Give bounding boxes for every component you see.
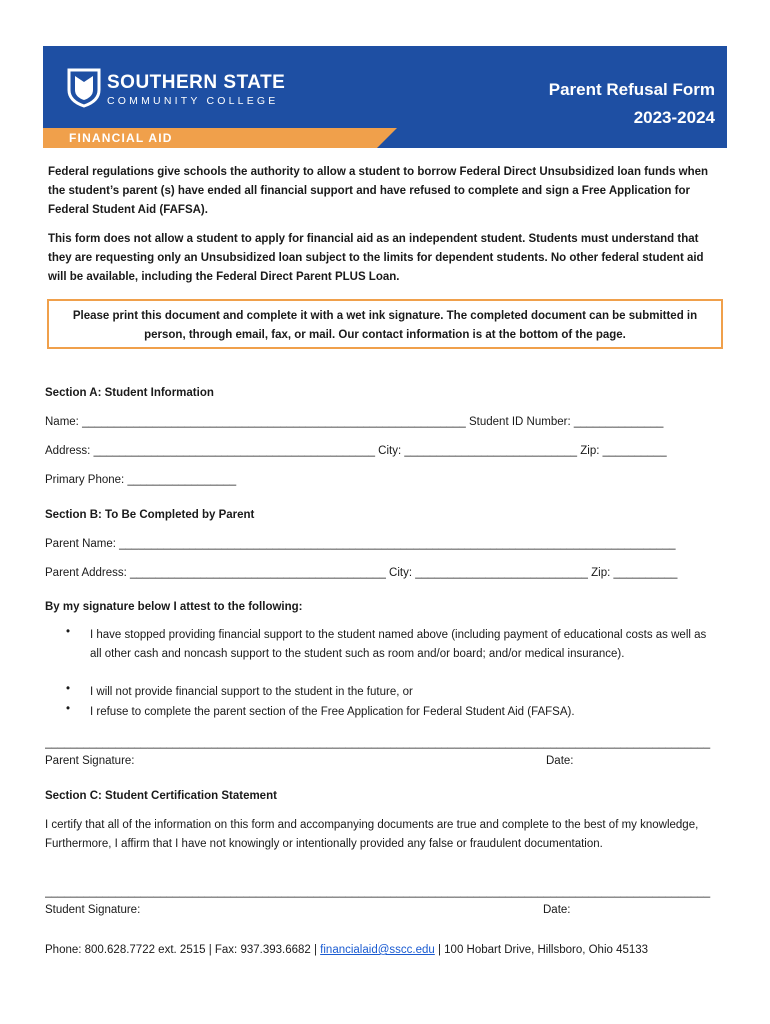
parent-address-field[interactable]: Parent Address: ________________________________________ City: ___________________________ Zip: __________ — [45, 567, 678, 579]
department-label: FINANCIAL AID — [69, 131, 173, 145]
form-year: 2023-2024 — [633, 108, 715, 127]
primary-phone-field[interactable]: Primary Phone: _________________ — [45, 474, 237, 486]
student-address-field[interactable]: Address: ____________________________________________ City: ___________________________ Zip: __________ — [45, 445, 667, 457]
intro-paragraph-1: Federal regulations give schools the authority to allow a student to borrow Federal Direct Unsubsidized loan funds when the student’s parent (s) have ended all financial support and have refused to complete and sign a Free Application for Federal Student Aid (FAFSA). — [48, 166, 709, 216]
student-date-label: Date: — [543, 904, 571, 916]
form-title-text: Parent Refusal Form — [548, 80, 715, 99]
parent-date-label: Date: — [546, 755, 574, 767]
footer-phone-fax: Phone: 800.628.7722 ext. 2515 | Fax: 937.393.6682 | — [45, 944, 321, 956]
section-b-title: Section B: To Be Completed by Parent — [45, 509, 255, 521]
intro-paragraph-2: This form does not allow a student to apply for financial aid as an independent student. Students must understand that they are requesting only an Unsubsidized loan subject to the limits for dependent students. No other federal student aid will be available, including the Federal Direct Parent PLUS Loan. — [48, 233, 704, 283]
bullet-dot-2: • — [66, 683, 71, 695]
college-name: SOUTHERN STATE — [107, 72, 286, 93]
section-c-title: Section C: Student Certification Statement — [45, 790, 277, 802]
parent-signature-label: Parent Signature: — [45, 755, 135, 767]
student-signature-label: Student Signature: — [45, 904, 141, 916]
section-a-title: Section A: Student Information — [45, 387, 214, 399]
college-subtitle: COMMUNITY COLLEGE — [107, 95, 279, 107]
department-band-tip — [377, 128, 397, 148]
student-signature-line[interactable]: ________________________________________________________________________________________________________ — [45, 886, 711, 898]
notice-text: Please print this document and complete it with a wet ink signature. The completed document can be submitted in person, through email, fax, or mail. Our contact information is at the bottom of the page. — [72, 310, 698, 341]
attest-item-1: I have stopped providing financial support to the student named above (including payment of educational costs as well as all other cash and noncash support to the student such as room and/or board; and/or medical insurance). — [90, 629, 707, 660]
student-name-field[interactable]: Name: ____________________________________________________________ Student ID Number: ______________ — [45, 416, 664, 428]
parent-name-field[interactable]: Parent Name: _______________________________________________________________________________________ — [45, 538, 676, 550]
college-shield-icon — [67, 68, 101, 108]
bullet-dot-3: • — [66, 703, 71, 715]
certification-statement: I certify that all of the information on this form and accompanying documents are true and complete to the best of my knowledge, Furthermore, I affirm that I have not knowingly or intentionally provided any false or fraudulent documentation. — [45, 819, 699, 850]
bullet-dot-1: • — [66, 626, 71, 638]
form-title — [549, 76, 715, 132]
footer-address: | 100 Hobart Drive, Hillsboro, Ohio 45133 — [434, 944, 649, 956]
attest-item-3: I refuse to complete the parent section of the Free Application for Federal Student Aid (FAFSA). — [90, 706, 575, 718]
footer-contact — [45, 940, 648, 960]
attest-heading: By my signature below I attest to the following: — [45, 601, 303, 613]
header-banner — [43, 46, 727, 148]
notice-box — [47, 299, 723, 349]
footer-email-link[interactable]: financialaid@sscc.edu — [320, 944, 435, 956]
attest-item-2: I will not provide financial support to the student in the future, or — [90, 686, 413, 698]
parent-signature-line[interactable]: ________________________________________________________________________________________________________ — [45, 737, 711, 749]
